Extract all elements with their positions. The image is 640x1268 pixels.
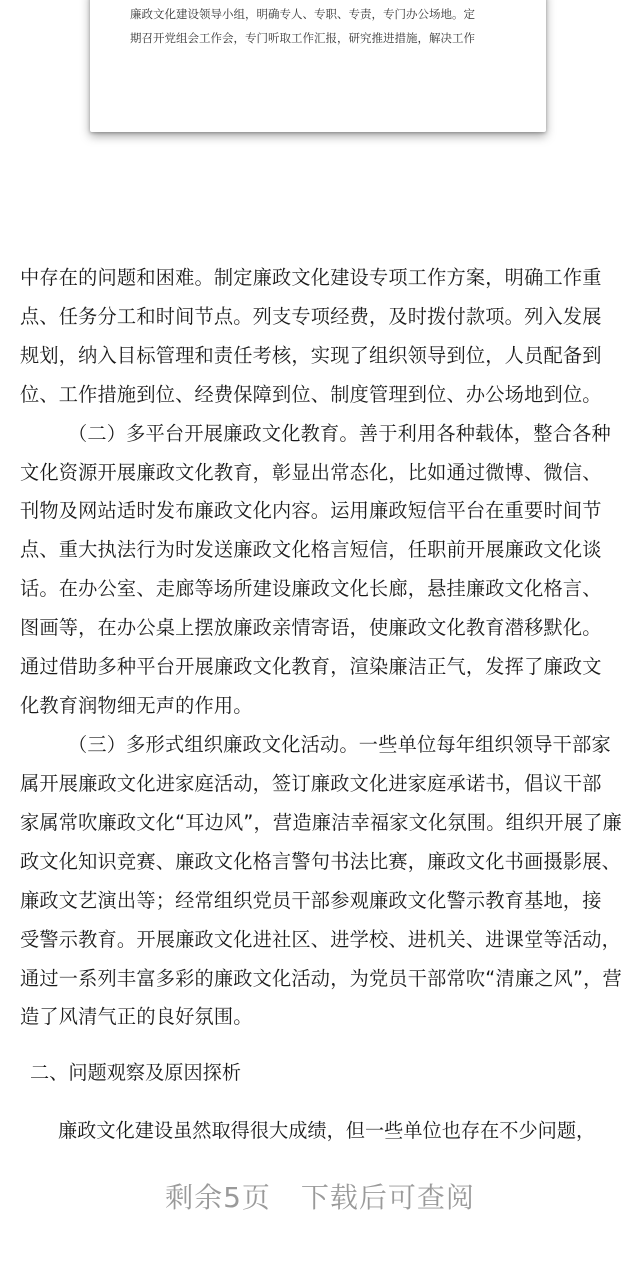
page-preview-card (90, 0, 546, 132)
text-line: 化教育润物细无声的作用。 (20, 694, 253, 717)
preview-line: 廉政文化建设领导小组，明确专人、专职、专责，专门办公场地。定 (130, 7, 475, 21)
text-line: 话。在办公室、走廊等场所建设廉政文化长廊，悬挂廉政文化格言、 (20, 577, 602, 600)
download-hint-label: 下载后可查阅 (300, 1181, 475, 1214)
section-heading: 二、问题观察及原因探析 (30, 1061, 242, 1084)
text-line: 规划，纳入目标管理和责任考核，实现了组织领导到位，人员配备到 (20, 344, 602, 367)
text-line: 通过一系列丰富多彩的廉政文化活动，为党员干部常吹“清廉之风”，营 (20, 967, 622, 990)
text-line: （二）多平台开展廉政文化教育。善于利用各种载体，整合各种 (68, 422, 611, 445)
text-line: 文化资源开展廉政文化教育，彰显出常态化，比如通过微博、微信、 (20, 461, 602, 484)
text-line: 政文化知识竞赛、廉政文化格言警句书法比赛，廉政文化书画摄影展、 (20, 850, 622, 873)
text-line: 点、重大执法行为时发送廉政文化格言短信，任职前开展廉政文化谈 (20, 538, 602, 561)
text-line: 受警示教育。开展廉政文化进社区、进学校、进机关、进课堂等活动， (20, 928, 622, 951)
text-line: 点、任务分工和时间节点。列支专项经费，及时拨付款项。列入发展 (20, 305, 602, 328)
text-line: 刊物及网站适时发布廉政文化内容。运用廉政短信平台在重要时间节 (20, 499, 602, 522)
text-line: 通过借助多种平台开展廉政文化教育，渲染廉洁正气，发挥了廉政文 (20, 655, 602, 678)
remaining-pages-label: 剩余5页 (165, 1181, 271, 1214)
text-line: 图画等，在办公桌上摆放廉政亲情寄语，使廉政文化教育潜移默化。 (20, 616, 602, 639)
text-line: 廉政文化建设虽然取得很大成绩，但一些单位也存在不少问题， (58, 1119, 596, 1142)
text-line: 位、工作措施到位、经费保障到位、制度管理到位、办公场地到位。 (20, 383, 602, 406)
text-line: 造了风清气正的良好氛围。 (20, 1005, 253, 1028)
text-line: 廉政文艺演出等；经常组织党员干部参观廉政文化警示教育基地，接 (20, 889, 602, 912)
text-line: 中存在的问题和困难。制定廉政文化建设专项工作方案，明确工作重 (20, 266, 602, 289)
remaining-pages-banner[interactable] (0, 1176, 640, 1220)
text-line: （三）多形式组织廉政文化活动。一些单位每年组织领导干部家 (68, 733, 611, 756)
preview-line: 期召开党组会工作会，专门听取工作汇报，研究推进措施，解决工作 (130, 31, 475, 45)
text-line: 属开展廉政文化进家庭活动，签订廉政文化进家庭承诺书，倡议干部 (20, 772, 602, 795)
page-preview-area (0, 0, 640, 160)
text-line: 家属常吹廉政文化“耳边风”，营造廉洁幸福家文化氛围。组织开展了廉 (20, 811, 622, 834)
